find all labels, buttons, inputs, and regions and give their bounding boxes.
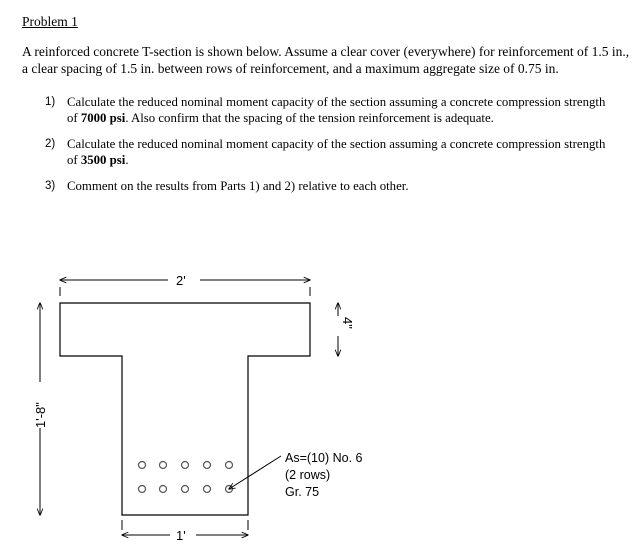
rebar (160, 462, 167, 469)
rebar (139, 486, 146, 493)
rebar (204, 486, 211, 493)
rebar (182, 462, 189, 469)
flange-width-label: 2' (176, 273, 186, 288)
question-number: 2) (45, 138, 56, 150)
rebar (204, 462, 211, 469)
problem-title: Problem 1 (22, 14, 78, 29)
t-section-outline (60, 303, 310, 515)
question-number: 1) (45, 96, 56, 108)
question-bold: 7000 psi (80, 111, 126, 125)
flange-thickness-label: 4" (340, 317, 355, 329)
rebar (139, 462, 146, 469)
question-number: 3) (45, 180, 56, 192)
question-text-tail: . Also confirm that the spacing of the tension reinforcement is adequate. (125, 111, 494, 125)
question-bold: 3500 psi (80, 153, 126, 167)
question-text: Calculate the reduced nominal moment capacity of the section assuming a concrete compression strength of (67, 137, 606, 167)
problem-intro: A reinforced concrete T-section is shown below. Assume a clear cover (everywhere) for reinforcement of 1.5 in., a clear spacing of 1.5 in. between rows of reinforcement, and a maximum aggregate size of 0.75 in. (22, 44, 630, 76)
steel-grade-label: Gr. 75 (285, 485, 320, 499)
steel-rows-label: (2 rows) (285, 468, 331, 482)
reinforcement-bars (139, 462, 233, 493)
question-text: Calculate the reduced nominal moment capacity of the section assuming a concrete compression strength of (67, 95, 606, 125)
rebar (160, 486, 167, 493)
question-text: Comment on the results from Parts 1) and 2) relative to each other. (67, 179, 409, 193)
question-text-tail: . (125, 153, 129, 167)
rebar (182, 486, 189, 493)
rebar (226, 462, 233, 469)
steel-area-label: As=(10) No. 6 (285, 451, 363, 465)
web-width-label: 1' (176, 528, 186, 543)
steel-leader-line (229, 456, 281, 489)
total-height-label: 1'-8" (33, 402, 48, 428)
